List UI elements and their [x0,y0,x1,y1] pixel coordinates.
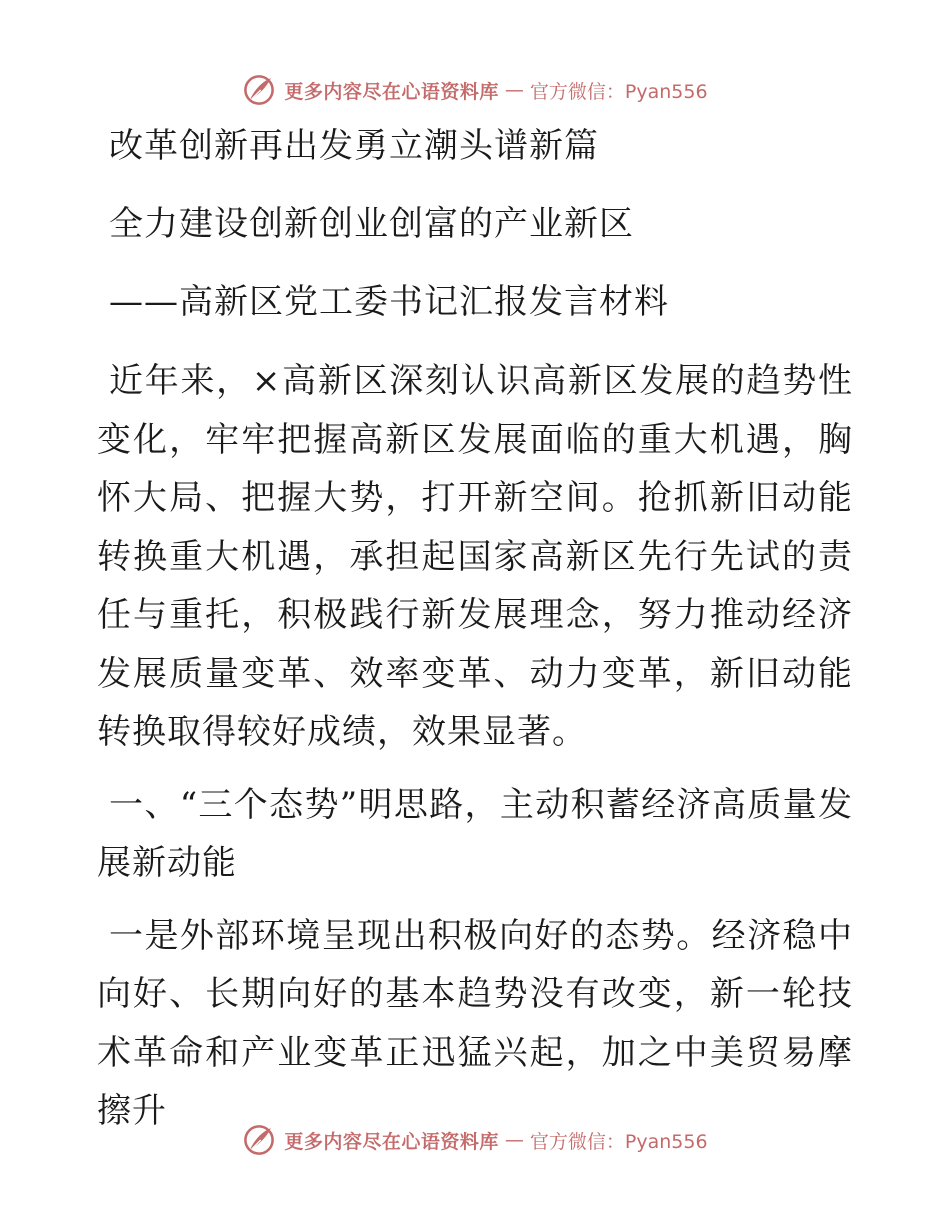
watermark-separator: — [504,1129,524,1151]
quill-pen-logo-icon [242,73,276,107]
watermark-official-text: 官方微信：Pyan556 [529,1130,708,1153]
watermark-footer [0,1120,950,1160]
title-line-2: 全力建设创新创业创富的产业新区 [109,204,634,244]
watermark-official-text: 官方微信：Pyan556 [529,80,708,103]
title-line-1: 改革创新再出发勇立潮头谱新篇 [109,126,599,166]
title-line-3: ——高新区党工委书记汇报发言材料 [109,282,669,322]
paragraph-intro: 近年来，×高新区深刻认识高新区发展的趋势性变化，牢牢把握高新区发展面临的重大机遇，胸怀大局、把握大势，打开新空间。抢抓新旧动能转换重大机遇，承担起国家高新区先行先试的责任与重托，积极践行新发展理念，努力推动经济发展质量变革、效率变革、动力变革，新旧动能转换取得较好成绩，效果显著。 [97,361,853,752]
watermark-separator: — [504,79,524,101]
document-body [97,118,853,1141]
quill-pen-logo-icon [242,1123,276,1157]
section-heading-1: 一、“三个态势”明思路，主动积蓄经济高质量发展新动能 [97,784,853,883]
watermark-main-text: 更多内容尽在心语资料库 [284,1130,499,1153]
watermark-main-text: 更多内容尽在心语资料库 [284,80,499,103]
watermark-header [0,70,950,110]
paragraph-point-1: 一是外部环境呈现出积极向好的态势。经济稳中向好、长期向好的基本趋势没有改变，新一轮技术革命和产业变革正迅猛兴起，加之中美贸易摩擦升 [97,915,853,1131]
